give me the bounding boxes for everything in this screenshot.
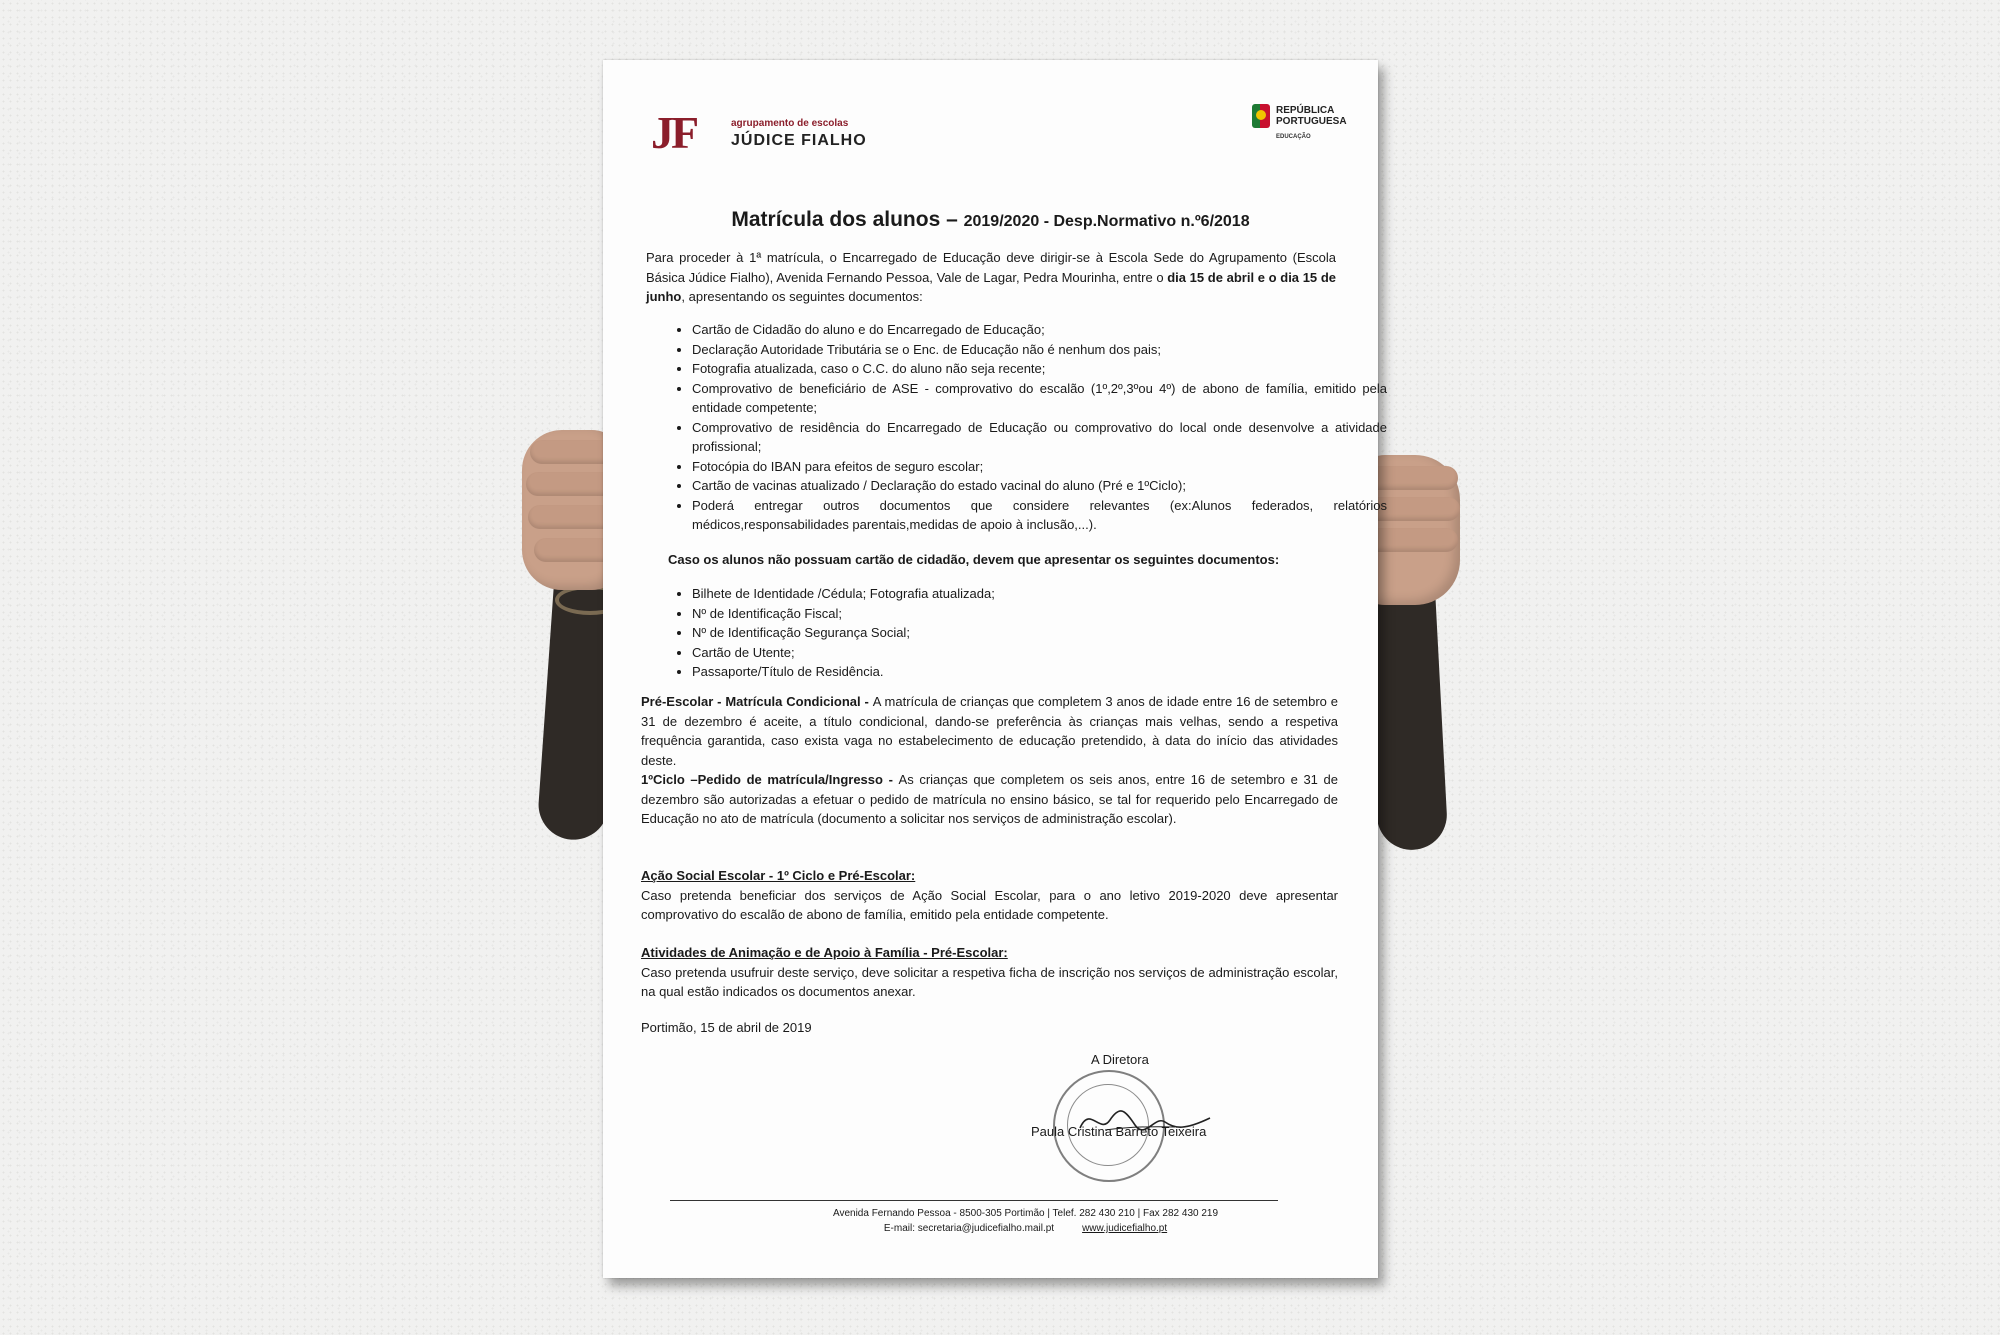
- republic-line-3: EDUCAÇÃO: [1276, 134, 1311, 140]
- footer-email: E-mail: secretaria@judicefialho.mail.pt: [883, 1223, 1055, 1234]
- title-sub: 2019/2020 - Desp.Normativo n.º6/2018: [963, 213, 1250, 230]
- intro-paragraph: [646, 248, 1336, 307]
- list-item: • Declaração Autoridade Tributária se o Enc. de Educação não é nenhum dos pais;: [692, 340, 1387, 360]
- pre-escolar-heading: Pré-Escolar - Matrícula Condicional -: [641, 694, 873, 709]
- list-item: • Comprovativo de residência do Encarregado de Educação ou comprovativo do local onde desenvolve a atividade profissional;: [692, 418, 1387, 457]
- no-cc-heading: Caso os alunos não possuam cartão de cidadão, devem que apresentar os seguintes documentos:: [668, 552, 1280, 567]
- aaaf-section: [641, 943, 1338, 1002]
- pre-escolar-text: A matrícula de crianças que completem 3 anos de idade entre 16 de setembro e 31 de dezembro é aceite, a título condicional, dando-se preferência às crianças mais velhas, sendo a respetiva frequência garantida, caso exista vaga no estabelecimento de educação pretendido, à data do início das atividades deste.: [641, 694, 1338, 768]
- ase-text: Caso pretenda beneficiar dos serviços de Ação Social Escolar, para o ano letivo 2019-2020 deve apresentar comprovativo do escalão de abono de família, emitido pela entidade competente.: [641, 887, 1338, 922]
- list-item: • Cartão de Cidadão do aluno e do Encarregado de Educação;: [692, 320, 1387, 340]
- ase-section: [641, 866, 1338, 925]
- logo-subtitle: agrupamento de escolas: [731, 118, 849, 129]
- list-item: • Nº de Identificação Segurança Social;: [692, 623, 1387, 643]
- signature-role: A Diretora: [1091, 1052, 1149, 1067]
- list-item: • Bilhete de Identidade /Cédula; Fotografia atualizada;: [692, 584, 1387, 604]
- signature-name: Paula Cristina Barreto Teixeira: [1031, 1124, 1207, 1139]
- ase-heading: Ação Social Escolar - 1º Ciclo e Pré-Escolar:: [641, 868, 916, 883]
- footer-contact: [603, 1223, 1378, 1234]
- list-item: • Fotocópia do IBAN para efeitos de seguro escolar;: [692, 457, 1387, 477]
- footer-website-link[interactable]: www.judicefialho.pt: [1082, 1223, 1168, 1234]
- intro-dates: dia 15 de abril e o dia 15 de junho: [646, 269, 1336, 304]
- coat-of-arms-icon: [1252, 104, 1270, 128]
- list-item: • Nº de Identificação Fiscal;: [692, 604, 1387, 624]
- republic-logo: [1252, 102, 1352, 152]
- date-line: Portimão, 15 de abril de 2019: [641, 1020, 812, 1035]
- logo-name: JÚDICE FIALHO: [731, 132, 867, 149]
- logo-initials: JF: [651, 107, 697, 158]
- school-logo: [651, 108, 911, 158]
- notice-poster: [603, 60, 1387, 1278]
- republic-line-1: REPÚBLICA: [1276, 105, 1335, 116]
- list-item: • Passaporte/Título de Residência.: [692, 662, 1387, 682]
- list-item: • Poderá entregar outros documentos que considere relevantes (ex:Alunos federados, relatórios médicos,responsabilidades parentais,medidas de apoio à inclusão,...).: [692, 496, 1387, 535]
- primeiro-ciclo-text: As crianças que completem os seis anos, entre 16 de setembro e 31 de dezembro são autorizadas a efetuar o pedido de matrícula no ensino básico, se tal for requerido pelo Encarregado de Educação no ato de matrícula (documento a solicitar nos serviços de administração escolar).: [641, 772, 1338, 826]
- no-cc-documents-list: [646, 584, 1387, 682]
- list-item: • Fotografia atualizada, caso o C.C. do aluno não seja recente;: [692, 359, 1387, 379]
- intro-text-end: , apresentando os seguintes documentos:: [681, 289, 923, 304]
- documents-list: [646, 320, 1387, 535]
- list-item: • Cartão de Utente;: [692, 643, 1387, 663]
- aaaf-text: Caso pretenda usufruir deste serviço, deve solicitar a respetiva ficha de inscrição nos serviços de administração escolar, na qual estão indicados os documentos anexar.: [641, 964, 1338, 999]
- pre-escolar-section: [641, 692, 1338, 829]
- page-title: [603, 208, 1378, 232]
- republic-line-2: PORTUGUESA: [1276, 116, 1347, 127]
- aaaf-heading: Atividades de Animação e de Apoio à Família - Pré-Escolar:: [641, 945, 1008, 960]
- title-main: Matrícula dos alunos –: [731, 208, 964, 231]
- primeiro-ciclo-heading: 1ºCiclo –Pedido de matrícula/Ingresso -: [641, 772, 899, 787]
- footer-address: Avenida Fernando Pessoa - 8500-305 Portimão | Telef. 282 430 210 | Fax 282 430 219: [832, 1208, 1219, 1219]
- footer-divider: [670, 1200, 1278, 1201]
- intro-text: Para proceder à 1ª matrícula, o Encarregado de Educação deve dirigir-se à Escola Sede do Agrupamento (Escola Básica Júdice Fialho), Avenida Fernando Pessoa, Vale de Lagar, Pedra Mourinha, entre o: [646, 250, 1336, 285]
- list-item: • Cartão de vacinas atualizado / Declaração do estado vacinal do aluno (Pré e 1ºCiclo);: [692, 476, 1387, 496]
- list-item: • Comprovativo de beneficiário de ASE - comprovativo do escalão (1º,2º,3ºou 4º) de abono de família, emitido pela entidade competente;: [692, 379, 1387, 418]
